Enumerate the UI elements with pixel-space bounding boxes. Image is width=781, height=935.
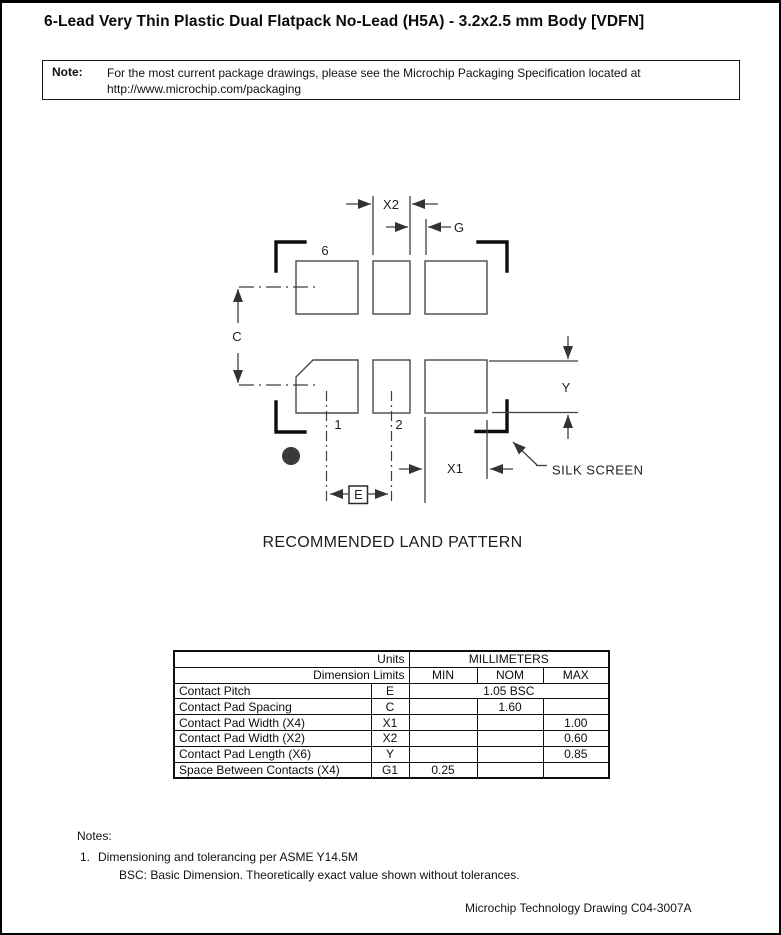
row-nom-cell	[477, 746, 543, 762]
note-item-subtext: BSC: Basic Dimension. Theoretically exact value shown without tolerances.	[119, 868, 520, 882]
row-max-cell: 0.60	[543, 730, 609, 746]
note-line1: For the most current package drawings, please see the Microchip Packaging Specification located at	[107, 66, 641, 80]
row-symbol-cell: G1	[371, 762, 409, 778]
dimension-label-x1: X1	[447, 461, 463, 476]
drawing-caption: RECOMMENDED LAND PATTERN	[262, 534, 523, 551]
note-text	[107, 65, 641, 97]
row-symbol-cell: X1	[371, 715, 409, 731]
notes-heading: Notes:	[77, 829, 112, 843]
row-nom-cell: 1.60	[477, 699, 543, 715]
table-row	[174, 746, 609, 762]
dimension-label-g: G	[454, 220, 465, 235]
page-title: 6-Lead Very Thin Plastic Dual Flatpack No-Lead (H5A) - 3.2x2.5 mm Body [VDFN]	[44, 13, 645, 30]
row-min-cell	[409, 746, 477, 762]
dimension-label-c: C	[232, 329, 242, 344]
dimension-label-y: Y	[561, 380, 571, 395]
units-label-cell: Units	[174, 651, 409, 667]
row-nom-cell	[477, 715, 543, 731]
row-min-cell	[409, 715, 477, 731]
row-min-cell	[409, 730, 477, 746]
row-max-cell	[543, 762, 609, 778]
row-label-cell: Contact Pitch	[174, 683, 371, 699]
row-symbol-cell: Y	[371, 746, 409, 762]
row-label-cell: Contact Pad Length (X6)	[174, 746, 371, 762]
dimension-label-e: E	[354, 487, 363, 502]
row-max-cell	[543, 699, 609, 715]
pad-top-right	[425, 261, 487, 314]
pad-bottom-right	[425, 360, 487, 413]
note-item-number: 1.	[80, 850, 91, 864]
pin-number-2: 2	[395, 417, 403, 432]
row-label-cell: Space Between Contacts (X4)	[174, 762, 371, 778]
note-item-text: Dimensioning and tolerancing per ASME Y14.5M	[98, 850, 358, 864]
row-label-cell: Contact Pad Width (X4)	[174, 715, 371, 731]
table-row	[174, 762, 609, 778]
note-label: Note:	[52, 65, 83, 79]
table-header-row-units	[174, 651, 609, 667]
row-label-cell: Contact Pad Width (X2)	[174, 730, 371, 746]
row-symbol-cell: E	[371, 683, 409, 699]
silkscreen-label: SILK SCREEN	[552, 462, 644, 478]
row-min-cell	[409, 699, 477, 715]
table-row	[174, 715, 609, 731]
row-symbol-cell: X2	[371, 730, 409, 746]
dimensions-table	[173, 650, 610, 779]
row-min-cell: 0.25	[409, 762, 477, 778]
table-header-row-limits	[174, 667, 609, 683]
table-row	[174, 683, 609, 699]
pin1-indicator-dot	[282, 447, 300, 465]
land-pattern-drawing	[2, 178, 781, 523]
row-max-cell: 1.00	[543, 715, 609, 731]
row-nom-cell	[477, 730, 543, 746]
table-row	[174, 730, 609, 746]
min-header-cell: MIN	[409, 667, 477, 683]
table-row	[174, 699, 609, 715]
pin-number-6: 6	[321, 243, 329, 258]
units-value-cell: MILLIMETERS	[409, 651, 609, 667]
silkscreen-leader-line	[513, 442, 537, 465]
nom-header-cell: NOM	[477, 667, 543, 683]
max-header-cell: MAX	[543, 667, 609, 683]
footer-drawing-number: Microchip Technology Drawing C04-3007A	[465, 901, 692, 915]
pad-top-middle	[373, 261, 410, 314]
row-nom-cell	[477, 762, 543, 778]
row-label-cell: Contact Pad Spacing	[174, 699, 371, 715]
note-box	[42, 60, 740, 100]
dimension-limits-cell: Dimension Limits	[174, 667, 409, 683]
row-symbol-cell: C	[371, 699, 409, 715]
row-max-cell: 0.85	[543, 746, 609, 762]
row-spanned-value-cell: 1.05 BSC	[409, 683, 609, 699]
note-url: http://www.microchip.com/packaging	[107, 82, 302, 96]
dimension-label-x2: X2	[383, 197, 399, 212]
pin-number-1: 1	[334, 417, 342, 432]
